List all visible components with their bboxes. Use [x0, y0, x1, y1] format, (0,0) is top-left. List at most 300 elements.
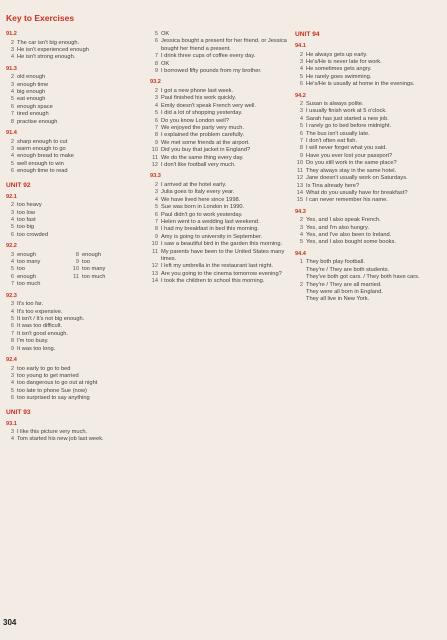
- answer-text: We met some friends at the airport.: [161, 139, 250, 146]
- unit-heading: UNIT 94: [295, 31, 320, 38]
- answer-number: 2: [154, 181, 158, 188]
- answer-row-pair: [4, 259, 135, 266]
- answer-item: [148, 110, 300, 117]
- answer-number: 3: [299, 58, 303, 65]
- answer-item: [293, 225, 443, 232]
- answer-number: 14: [151, 278, 158, 285]
- answer-item: [69, 274, 105, 281]
- answer-item: [148, 38, 300, 53]
- answer-number: 5: [154, 31, 158, 37]
- answer-number: 7: [154, 218, 158, 225]
- answer-number: 3: [10, 81, 14, 88]
- answer-text: Susan is always polite.: [306, 101, 364, 108]
- answer-text: I usually finish work at 5 o'clock.: [306, 108, 387, 115]
- answer-number: 5: [299, 123, 303, 130]
- answer-text: too much: [17, 281, 41, 288]
- answer-text: big enough: [17, 89, 46, 96]
- answer-number: 2: [154, 87, 158, 94]
- answer-text: Sue was born in London in 1990.: [161, 204, 245, 211]
- answer-item: [4, 89, 135, 96]
- answer-number: 6: [154, 211, 158, 218]
- answer-number: 3: [299, 224, 303, 231]
- answer-item: [4, 373, 135, 380]
- answer-text: He sometimes gets angry.: [306, 66, 372, 73]
- answer-item: [293, 52, 443, 59]
- answer-number: 3: [10, 301, 14, 308]
- answer-number: 2: [299, 101, 303, 108]
- exercise-heading: 91.3: [6, 65, 17, 72]
- answer-number: 6: [10, 168, 14, 175]
- answer-text: too many: [82, 266, 106, 273]
- answer-number: 10: [151, 147, 158, 154]
- answer-number: 7: [154, 53, 158, 60]
- answer-item: [293, 101, 443, 108]
- answer-text: too: [82, 259, 90, 266]
- answer-item: [4, 338, 135, 345]
- answer-number: 5: [10, 160, 14, 167]
- answer-item: [4, 429, 135, 436]
- answer-number: 6: [154, 117, 158, 124]
- answer-item: [148, 53, 300, 60]
- answer-text: Yes, and I'm also hungry.: [306, 224, 370, 231]
- answer-text: too much: [82, 273, 106, 280]
- answer-item: [4, 274, 69, 281]
- answer-number: 4: [10, 89, 14, 96]
- answer-number: 8: [154, 60, 158, 67]
- answer-item: [293, 160, 443, 167]
- answer-item: [4, 436, 135, 443]
- answer-text: I saw a beautiful bird in the garden this morning.: [161, 241, 283, 248]
- answer-text: I borrowed fifty pounds from my brother.: [161, 68, 262, 75]
- answer-item: [4, 388, 135, 395]
- answer-number: 5: [10, 266, 14, 273]
- answer-text: warm enough to go: [17, 145, 66, 152]
- answer-number: 5: [10, 224, 14, 231]
- answer-item: [293, 138, 443, 145]
- unit-heading: UNIT 93: [6, 408, 31, 416]
- answer-text: I'm too busy.: [17, 338, 49, 345]
- answer-number: 2: [10, 39, 14, 46]
- answer-number: 2: [299, 281, 303, 288]
- answer-item: [69, 266, 105, 273]
- answer-item: [293, 74, 443, 81]
- answer-item: [293, 131, 443, 138]
- answer-number: 7: [154, 124, 158, 131]
- answer-text: They always stay in the same hotel.: [306, 167, 397, 174]
- answer-text: enough: [17, 251, 36, 258]
- answer-text: We enjoyed the party very much.: [161, 124, 245, 131]
- answer-text: Tom started his new job last week.: [17, 436, 104, 443]
- answer-number: 6: [10, 231, 14, 238]
- answer-item: [293, 183, 443, 190]
- exercise-heading: 92.2: [6, 243, 17, 250]
- answer-number: [293, 267, 306, 274]
- answer-number: 7: [299, 138, 303, 145]
- answer-number: 9: [154, 68, 158, 75]
- answer-text: enough: [17, 273, 36, 280]
- answer-item: [148, 189, 300, 196]
- answer-item: [4, 210, 135, 217]
- answer-item: [148, 212, 300, 219]
- answer-text: I rarely go to bed before midnight.: [306, 123, 392, 130]
- answer-number: 6: [154, 38, 158, 45]
- answer-item: [148, 182, 300, 189]
- answer-item: [4, 111, 135, 118]
- answer-item: [4, 301, 135, 308]
- answer-item: [4, 266, 69, 273]
- answer-number: 3: [10, 429, 14, 436]
- answer-number: 3: [10, 372, 14, 379]
- answer-number: [293, 289, 306, 296]
- answer-item: [148, 241, 300, 248]
- answer-number: 3: [10, 209, 14, 216]
- answer-item: [293, 116, 443, 123]
- answer-item: [4, 96, 135, 103]
- answer-text: I took the children to school this morning.: [161, 278, 265, 285]
- answer-text: too big: [17, 224, 35, 231]
- answer-number: 4: [10, 308, 14, 315]
- answer-text: They're / They are all married.: [306, 281, 382, 288]
- answer-text: Yes, and I've also been to Ireland.: [306, 232, 392, 239]
- answer-item: [69, 252, 101, 259]
- answer-text: too young to get married: [17, 372, 79, 379]
- answer-item: [148, 204, 300, 211]
- answer-item: [4, 161, 135, 168]
- answer-item: [148, 234, 300, 241]
- answer-text: Yes, and I also bought some books.: [306, 239, 396, 246]
- answer-number: 2: [10, 74, 14, 81]
- answer-text: He always gets up early.: [306, 51, 368, 58]
- exercise-heading: 92.3: [6, 292, 17, 299]
- answer-text: too crowded: [17, 231, 48, 238]
- answer-text: enough time: [17, 81, 49, 88]
- answer-number: 7: [10, 111, 14, 118]
- answer-item: [148, 226, 300, 233]
- answer-number: 11: [152, 248, 158, 255]
- answer-text: too dangerous to go out at night: [17, 380, 98, 387]
- answer-text: too late to phone Sue (now): [17, 387, 87, 394]
- answer-number: [293, 274, 306, 281]
- answer-item: [148, 61, 300, 68]
- answer-column-1: [4, 31, 135, 444]
- answer-number: 1: [299, 259, 303, 266]
- answer-item: [293, 190, 443, 197]
- answer-text: They're / They are both students.: [306, 266, 390, 273]
- answer-text: enough space: [17, 103, 53, 110]
- answer-item: [4, 323, 135, 330]
- answer-number: 6: [299, 81, 303, 88]
- answer-number: 6: [299, 130, 303, 137]
- answer-text: My parents have been to the United States many times.: [161, 248, 285, 262]
- answer-text: We have lived here since 1998.: [161, 196, 241, 203]
- exercise-heading: 91.2: [6, 31, 17, 37]
- exercise-heading: 92.1: [6, 193, 17, 200]
- answer-item: [4, 309, 135, 316]
- answer-text: Do you still work in the same place?: [306, 160, 397, 167]
- answer-number: 12: [151, 162, 158, 168]
- answer-text: I left my umbrella in the restaurant last night.: [161, 263, 273, 270]
- answer-text: It's too far.: [17, 301, 44, 308]
- answer-text: It isn't good enough.: [17, 330, 69, 337]
- answer-item: [293, 168, 443, 175]
- answer-item: [293, 108, 443, 115]
- answer-number: 9: [154, 139, 158, 146]
- answer-text: too surprised to say anything: [17, 395, 90, 402]
- answer-number: 10: [151, 241, 158, 248]
- answer-item: [4, 146, 135, 153]
- answer-number: 5: [154, 204, 158, 211]
- answer-number: 5: [154, 110, 158, 117]
- answer-item: [293, 282, 443, 289]
- answer-text: They all live in New York.: [306, 296, 370, 303]
- answer-text: Do you know London well?: [161, 117, 229, 124]
- answer-item: [4, 281, 69, 288]
- page-number: 304: [3, 618, 17, 627]
- answer-text: I will never forget what you said.: [306, 145, 387, 152]
- answer-item: [4, 139, 135, 146]
- answer-number: 11: [152, 154, 158, 161]
- unit-heading: UNIT 92: [6, 181, 31, 189]
- answer-text: It was too difficult.: [17, 323, 63, 330]
- answer-item: [148, 88, 300, 95]
- answer-item: [148, 263, 300, 270]
- answer-column-2: [148, 31, 300, 286]
- answer-text: The car isn't big enough.: [17, 39, 80, 46]
- answer-number: 14: [296, 189, 303, 196]
- answer-text: Jane doesn't usually work on Saturdays.: [306, 175, 408, 182]
- answer-item: [293, 296, 443, 303]
- answer-text: He rarely goes swimming.: [306, 73, 372, 80]
- answer-text: What do you usually have for breakfast?: [306, 189, 408, 196]
- answer-text: I did a lot of shopping yesterday.: [161, 110, 243, 117]
- answer-text: enough bread to make: [17, 153, 74, 160]
- answer-number: 4: [10, 54, 14, 61]
- answer-item: [148, 132, 300, 139]
- answer-text: Helen went to a wedding last weekend.: [161, 218, 260, 225]
- answer-number: 5: [10, 96, 14, 103]
- answer-number: [69, 281, 82, 288]
- answer-text: He's/He is usually at home in the evenings.: [306, 81, 415, 88]
- answer-item: [293, 66, 443, 73]
- answer-text: enough: [82, 251, 101, 258]
- answer-column-3: [293, 31, 443, 304]
- answer-item: [293, 289, 443, 296]
- answer-item: [293, 59, 443, 66]
- answer-item: [4, 202, 135, 209]
- exercise-heading: 93.3: [150, 173, 161, 180]
- answer-text: I can never remember his name.: [306, 197, 388, 204]
- answer-text: Did you buy that jacket in England?: [161, 147, 251, 154]
- answer-item: [4, 217, 135, 224]
- answer-item: [293, 217, 443, 224]
- answer-number: 9: [10, 345, 14, 352]
- answer-item: [4, 395, 135, 402]
- answer-text: I don't like football very much.: [161, 162, 236, 168]
- answer-number: 10: [296, 160, 303, 167]
- answer-item: [293, 274, 443, 281]
- answer-item: [4, 232, 135, 239]
- exercise-heading: 94.2: [295, 92, 306, 99]
- answer-item: [4, 119, 135, 126]
- exercise-heading: 91.4: [6, 130, 17, 137]
- answer-item: [148, 271, 300, 278]
- answer-number: 11: [297, 167, 303, 174]
- answer-item: [293, 259, 443, 266]
- answer-number: 5: [10, 387, 14, 394]
- answer-item: [293, 145, 443, 152]
- answer-item: [69, 259, 90, 266]
- answer-number: 3: [10, 46, 14, 53]
- answer-number: 8: [154, 132, 158, 139]
- answer-item: [293, 267, 443, 274]
- answer-text: too fast: [17, 216, 36, 223]
- answer-text: tired enough: [17, 111, 49, 118]
- exercise-heading: 94.3: [295, 208, 306, 215]
- answer-item: [4, 331, 135, 338]
- answer-text: I explained the problem carefully.: [161, 132, 245, 139]
- answer-number: 9: [299, 152, 303, 159]
- answer-number: 5: [10, 315, 14, 322]
- answer-item: [4, 252, 69, 259]
- answer-text: sharp enough to cut: [17, 138, 68, 145]
- answer-item: [293, 175, 443, 182]
- answer-item: [4, 47, 135, 54]
- answer-item: [293, 232, 443, 239]
- answer-text: They both play football.: [306, 259, 365, 266]
- answer-number: 3: [10, 145, 14, 152]
- answer-item: [148, 147, 300, 154]
- answer-item: [148, 197, 300, 204]
- answer-number: 10: [72, 266, 79, 273]
- answer-text: I don't often eat fish.: [306, 138, 358, 145]
- answer-number: 5: [299, 73, 303, 80]
- answer-item: [4, 153, 135, 160]
- answer-number: 8: [299, 145, 303, 152]
- answer-number: 8: [10, 338, 14, 345]
- answer-item: [148, 155, 300, 162]
- answer-text: Yes, and I also speak French.: [306, 217, 381, 224]
- answer-text: I got a new phone last week.: [161, 87, 234, 94]
- answer-text: practise enough: [17, 118, 58, 125]
- answer-item: [4, 316, 135, 323]
- answer-number: 7: [10, 281, 14, 288]
- answer-text: enough time to read: [17, 168, 68, 175]
- answer-number: 2: [10, 138, 14, 145]
- answer-number: 4: [10, 436, 14, 443]
- answer-number: 4: [154, 196, 158, 203]
- answer-text: The bus isn't usually late.: [306, 130, 370, 137]
- answer-item: [4, 380, 135, 387]
- answer-text: too low: [17, 209, 36, 216]
- answer-number: 4: [154, 102, 158, 109]
- answer-number: 13: [296, 182, 303, 189]
- answer-number: 2: [299, 217, 303, 224]
- answer-row-pair: [4, 274, 135, 281]
- answer-text: too early to go to bed: [17, 365, 71, 372]
- answer-number: 4: [299, 232, 303, 239]
- answer-item: [148, 31, 300, 38]
- answer-number: 3: [299, 108, 303, 115]
- exercise-heading: 94.1: [295, 43, 306, 49]
- answer-item: [4, 40, 135, 47]
- answer-text: Have you ever lost your passport?: [306, 152, 393, 159]
- answer-item: [4, 54, 135, 61]
- answer-number: 2: [299, 51, 303, 58]
- exercise-heading: 94.4: [295, 250, 306, 257]
- answer-item: [293, 239, 443, 246]
- answer-number: 7: [10, 330, 14, 337]
- answer-item: [148, 162, 300, 169]
- answer-item: [148, 95, 300, 102]
- answer-item: [148, 278, 300, 285]
- answer-number: 5: [299, 239, 303, 246]
- answer-item: [293, 153, 443, 160]
- answer-item: [4, 82, 135, 89]
- answer-number: 2: [10, 365, 14, 372]
- answer-item: [293, 197, 443, 204]
- answer-text: I had my breakfast in bed this morning.: [161, 226, 260, 233]
- answer-number: 6: [10, 103, 14, 110]
- answer-number: 6: [10, 395, 14, 402]
- answer-item: [148, 118, 300, 125]
- answer-item: [293, 81, 443, 88]
- answer-item: [4, 346, 135, 353]
- answer-text: Sarah has just started a new job.: [306, 115, 389, 122]
- exercise-heading: 93.2: [150, 79, 161, 86]
- answer-text: It's too expensive.: [17, 308, 63, 315]
- answer-text: Is Tina already here?: [306, 182, 360, 189]
- answer-text: well enough to win: [17, 160, 64, 167]
- answer-text: Jessica bought a present for her friend. or Jessica bought her friend a present.: [161, 38, 287, 52]
- answer-item: [148, 68, 300, 75]
- answer-text: Emily doesn't speak French very well.: [161, 102, 256, 109]
- answer-text: eat enough: [17, 96, 46, 103]
- answer-number: 4: [10, 216, 14, 223]
- answer-number: 15: [296, 197, 303, 204]
- answer-row-pair: [4, 281, 135, 288]
- answer-number: 3: [154, 95, 158, 102]
- answer-item: [4, 104, 135, 111]
- answer-text: Are you going to the cinema tomorrow evening?: [161, 270, 282, 277]
- answer-text: It isn't / It's not big enough.: [17, 315, 85, 322]
- answer-number: [293, 296, 306, 303]
- answer-item: [4, 366, 135, 373]
- answer-text: He's/He is never late for work.: [306, 58, 382, 65]
- answer-item: [4, 74, 135, 81]
- answer-number: 11: [73, 273, 79, 280]
- answer-text: Amy is going to university in September.: [161, 233, 263, 240]
- answer-text: Julia goes to Italy every year.: [161, 189, 235, 196]
- answer-text: old enough: [17, 74, 46, 81]
- answer-number: 9: [154, 233, 158, 240]
- answer-text: too many: [17, 259, 41, 266]
- answer-row-pair: [4, 252, 135, 259]
- answer-number: 13: [151, 270, 158, 277]
- answer-text: OK: [161, 31, 170, 37]
- answer-text: They were all born in England.: [306, 288, 383, 295]
- answer-number: 8: [10, 118, 14, 125]
- answer-number: 6: [10, 323, 14, 330]
- answer-item: [148, 249, 300, 264]
- answer-item: [293, 123, 443, 130]
- answer-text: We do the same thing every day.: [161, 154, 244, 161]
- exercise-heading: 93.1: [6, 420, 17, 427]
- answer-text: I like this picture very much.: [17, 429, 88, 436]
- answer-text: It was too long.: [17, 345, 56, 352]
- answer-text: They've both got cars. / They both have cars.: [306, 274, 420, 281]
- answer-item: [148, 140, 300, 147]
- answer-number: 8: [75, 251, 79, 258]
